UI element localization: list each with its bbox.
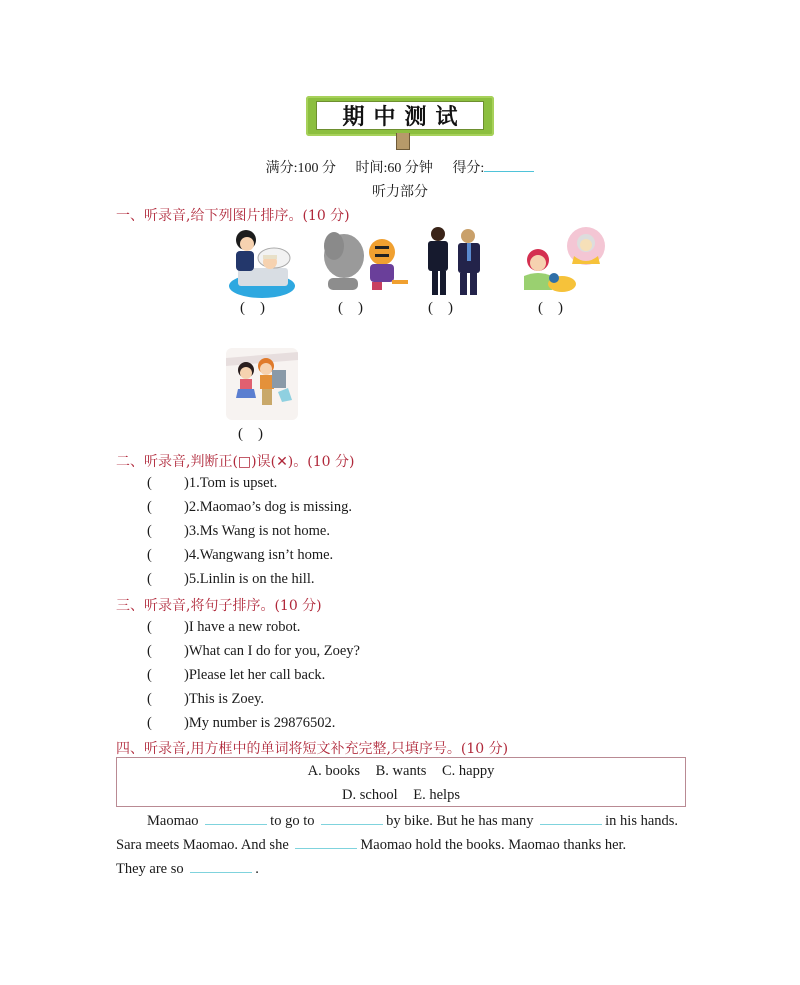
passage-text: Maomao	[147, 813, 199, 829]
section3-heading: 三、听录音,将句子排序。(10 分)	[116, 598, 322, 614]
passage-text: Sara meets Maomao. And she	[116, 837, 289, 853]
section4-heading: 四、听录音,用方框中的单词将短文补充完整,只填序号。(10 分)	[116, 741, 509, 757]
item-text: )My number is 29876502.	[184, 715, 336, 731]
passage-line-2	[116, 836, 626, 854]
word-option-e: E. helps	[413, 787, 460, 803]
answer-bracket[interactable]: (	[147, 691, 152, 707]
passage-line-3	[116, 860, 259, 878]
time-limit: 时间:60 分钟	[355, 161, 433, 176]
answer-bracket[interactable]: (	[147, 715, 152, 731]
girl-phoning-grandma-picture	[518, 226, 608, 296]
passage-text: to go to	[270, 813, 315, 829]
item-text: )Please let her call back.	[184, 667, 326, 683]
item-text: )4.Wangwang isn’t home.	[184, 547, 334, 563]
word-option-a: A. books	[307, 763, 360, 779]
score-blank[interactable]	[484, 157, 534, 172]
picture3-answer[interactable]: ( )	[428, 300, 453, 316]
order-item-2[interactable]	[147, 643, 360, 660]
answer-bracket[interactable]: (	[147, 523, 152, 539]
passage-text: .	[255, 861, 259, 877]
fill-blank-1[interactable]	[205, 812, 267, 825]
answer-bracket[interactable]: (	[147, 619, 152, 635]
full-score: 满分:100 分	[265, 161, 337, 176]
picture1-answer[interactable]: ( )	[240, 300, 265, 316]
word-option-b: B. wants	[375, 763, 427, 779]
picture5-answer[interactable]: ( )	[238, 426, 263, 442]
elephant-and-tiger-picture	[320, 226, 410, 296]
judge-item-3[interactable]	[147, 523, 330, 540]
word-option-d: D. school	[342, 787, 398, 803]
part-label: 听力部分	[372, 184, 428, 200]
order-item-4[interactable]	[147, 691, 264, 708]
score-label: 得分:	[452, 161, 485, 176]
fill-blank-3[interactable]	[540, 812, 602, 825]
item-text: )3.Ms Wang is not home.	[184, 523, 330, 539]
passage-text: by bike. But he has many	[386, 813, 534, 829]
page-title: 期中测试	[342, 105, 467, 130]
judge-item-2[interactable]	[147, 499, 352, 516]
judge-item-4[interactable]	[147, 547, 333, 564]
banner-post-icon	[396, 133, 410, 150]
answer-bracket[interactable]: (	[147, 547, 152, 563]
item-text: )1.Tom is upset.	[184, 475, 278, 491]
fill-blank-4[interactable]	[295, 836, 357, 849]
item-text: )2.Maomao’s dog is missing.	[184, 499, 352, 515]
answer-bracket[interactable]: (	[147, 571, 152, 587]
passage-text: Maomao hold the books. Maomao thanks her.	[360, 837, 627, 853]
banner-inner-box	[316, 101, 484, 130]
passage-line-1	[147, 812, 678, 830]
item-text: )This is Zoey.	[184, 691, 265, 707]
answer-bracket[interactable]: (	[147, 499, 152, 515]
word-bank-row-2	[117, 787, 685, 804]
kids-carrying-books-picture	[226, 348, 298, 420]
picture4-answer[interactable]: ( )	[538, 300, 563, 316]
item-text: )What can I do for you, Zoey?	[184, 643, 360, 659]
section1-heading: 一、听录音,给下列图片排序。(10 分)	[116, 208, 350, 224]
picture2-answer[interactable]: ( )	[338, 300, 363, 316]
item-text: )I have a new robot.	[184, 619, 301, 635]
passage-text: They are so	[116, 861, 184, 877]
section2-heading: 二、听录音,判断正(□)误(✕)。(10 分)	[116, 454, 355, 470]
answer-bracket[interactable]: (	[147, 475, 152, 491]
two-businessmen-talking-picture	[424, 224, 488, 298]
word-bank-box	[116, 757, 686, 807]
order-item-1[interactable]	[147, 619, 300, 636]
judge-item-5[interactable]	[147, 571, 315, 588]
item-text: )5.Linlin is on the hill.	[184, 571, 315, 587]
sick-child-in-bed-picture	[228, 224, 296, 300]
exam-meta	[0, 157, 800, 177]
word-bank-row-1	[117, 763, 685, 780]
answer-bracket[interactable]: (	[147, 643, 152, 659]
order-item-3[interactable]	[147, 667, 325, 684]
judge-item-1[interactable]	[147, 475, 277, 492]
fill-blank-5[interactable]	[190, 860, 252, 873]
answer-bracket[interactable]: (	[147, 667, 152, 683]
word-option-c: C. happy	[442, 763, 495, 779]
fill-blank-2[interactable]	[321, 812, 383, 825]
title-banner	[306, 96, 494, 136]
order-item-5[interactable]	[147, 715, 335, 732]
passage-text: in his hands.	[605, 813, 679, 829]
